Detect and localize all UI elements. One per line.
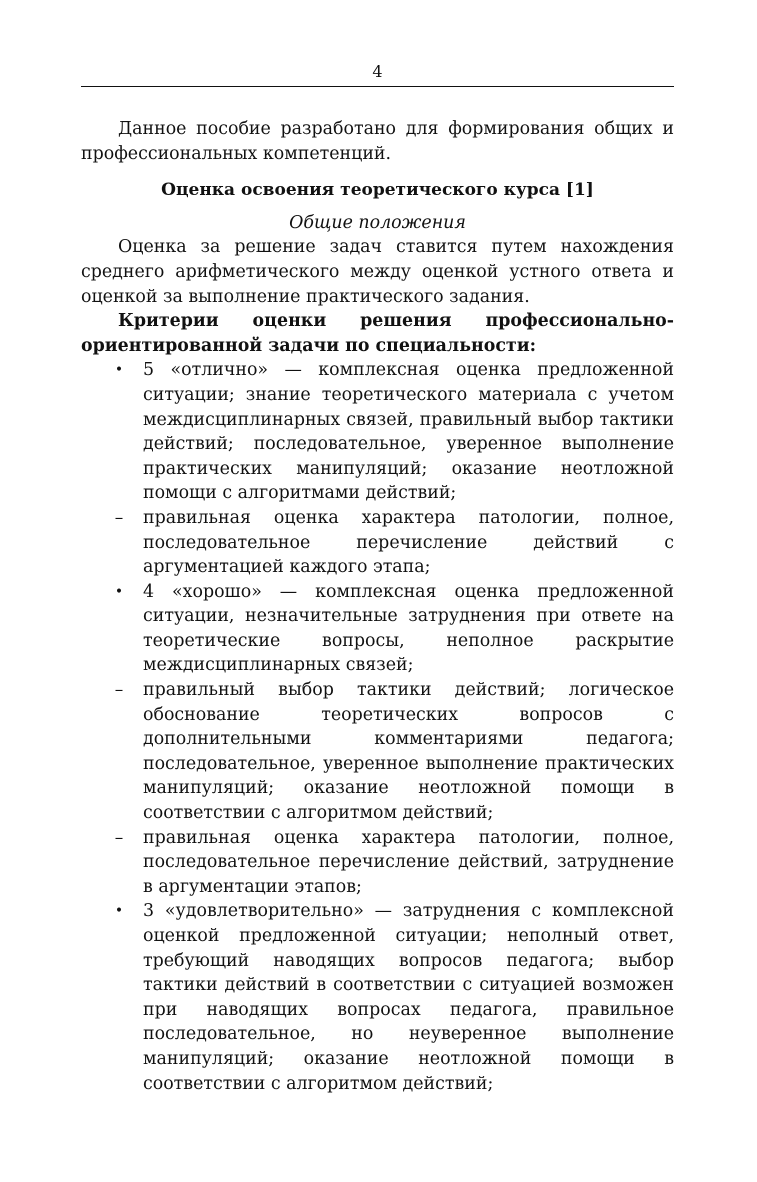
list-item-text: правильный выбор тактики действий; логическое обоснование теоретических вопросов с дополнительными комментариями педагога; последовательное, уверенное выполнение практических манипуляций; оказание неотложной помощи в соответствии с алгоритмом действий; bbox=[143, 680, 674, 824]
dash-marker: – bbox=[114, 680, 124, 701]
list-item-text: правильная оценка характера патологии, полное, последовательное перечисление действий с аргументацией каждого этапа; bbox=[143, 507, 674, 578]
list-item-text: 3 «удовлетворительно» — затруднения с комплексной оценкой предложенной ситуации; неполный ответ, требующий наводящих вопросов педагога; выбор тактики действий в соответствии с ситуацией возможен при наводящих вопросах педагога, правильное последовательное, но неуверенное выполнение манипуляций; оказание неотложной помощи в соответствии с алгоритмом действий; bbox=[143, 901, 674, 1094]
bullet-marker: • bbox=[114, 362, 124, 379]
list-item-text: правильная оценка характера патологии, полное, последовательное перечисление действий, затруднение в аргументации этапов; bbox=[143, 827, 674, 897]
subsection-title: Общие положения bbox=[289, 212, 466, 233]
intro-paragraph: Данное пособие разработано для формирования общих и профессиональных компетенций. bbox=[81, 119, 674, 164]
list-item bbox=[81, 358, 674, 506]
list-item bbox=[81, 580, 674, 678]
list-item bbox=[81, 506, 674, 580]
dash-marker: – bbox=[114, 827, 124, 848]
list-item bbox=[81, 678, 674, 826]
bullet-marker: • bbox=[114, 583, 124, 600]
list-item-text: 5 «отлично» — комплексная оценка предложенной ситуации; знание теоретического материала с учетом междисциплинарных связей, правильный выбор тактики действий; последовательное, уверенное выполнение практических манипуляций; оказание неотложной помощи с алгоритмами действий; bbox=[143, 360, 674, 504]
section-title: Оценка освоения теоретического курса [1] bbox=[161, 180, 594, 201]
list-item bbox=[81, 826, 674, 900]
criteria-title: Критерии оценки решения профессионально-ориентированной задачи по специальности: bbox=[81, 311, 674, 356]
page-content bbox=[81, 117, 674, 1096]
dash-marker: – bbox=[114, 507, 124, 528]
list-item bbox=[81, 899, 674, 1096]
page-number: 4 bbox=[372, 62, 383, 81]
header-rule bbox=[81, 86, 674, 87]
criteria-list bbox=[81, 358, 674, 1096]
general-paragraph: Оценка за решение задач ставится путем нахождения среднего арифметического между оценкой устного ответа и оценкой за выполнение практического задания. bbox=[81, 237, 674, 307]
bullet-marker: • bbox=[114, 903, 124, 920]
list-item-text: 4 «хорошо» — комплексная оценка предложенной ситуации, незначительные затруднения при ответе на теоретические вопросы, неполное раскрытие междисциплинарных связей; bbox=[143, 581, 674, 676]
